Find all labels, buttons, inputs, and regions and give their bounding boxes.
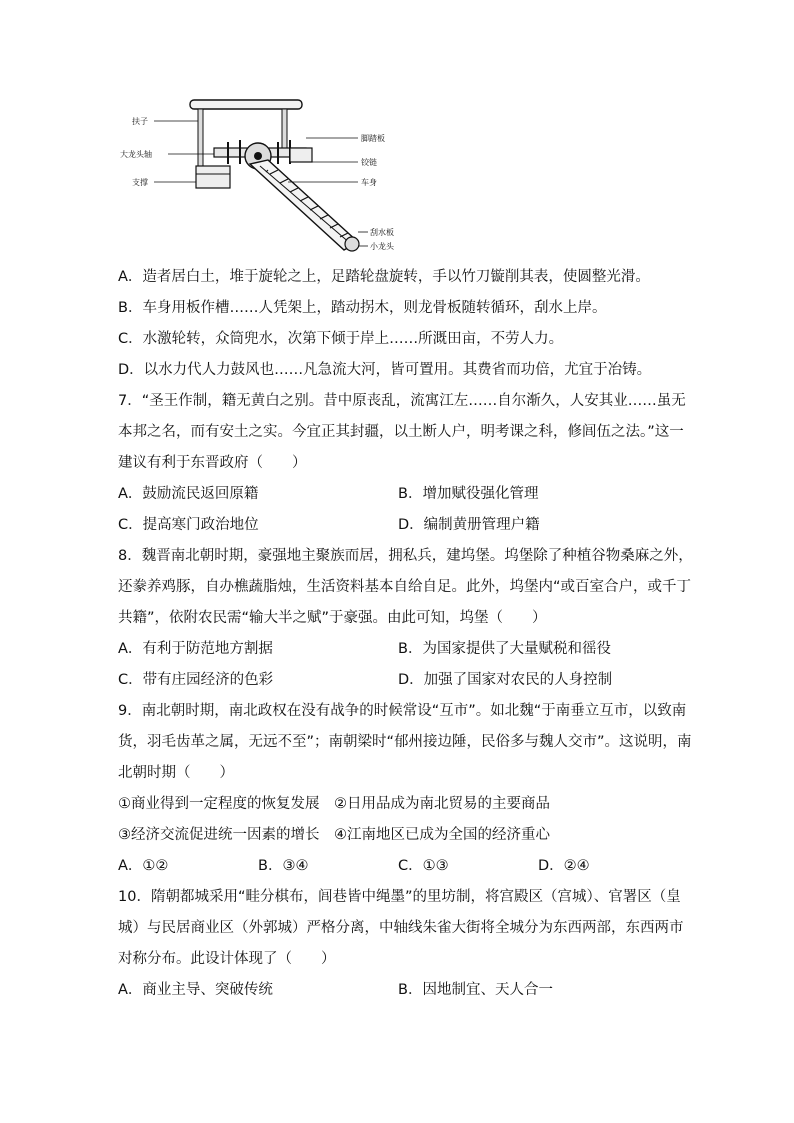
q6-option-a: A．造者居白土，堆于旋轮之上，足踏轮盘旋转，手以竹刀镟削其表，使圆整光滑。 <box>118 269 650 285</box>
q9-options-row <box>118 851 678 882</box>
question-content <box>118 262 693 1006</box>
q10-stem-line-2: 城）与民居商业区（外郭城）严格分离，中轴线朱雀大街将全城分为东西两部，东西两市 <box>118 920 684 936</box>
q6-option-d: D．以水力代人力鼓风也……凡急流大河，皆可置用。其费省而功倍，尤宜于冶铸。 <box>118 362 652 378</box>
label-zhicheng: 支撑 <box>132 178 148 187</box>
q8-stem-line-1: 8．魏晋南北朝时期，豪强地主聚族而居，拥私兵，建坞堡。坞堡除了种植谷物桑麻之外， <box>118 548 693 564</box>
q9-option-d: D．②④ <box>538 858 590 874</box>
q9-statements-1: ①商业得到一定程度的恢复发展 ②日用品成为南北贸易的主要商品 <box>118 796 550 812</box>
q7-options-row-1 <box>118 479 678 510</box>
q8-option-c: C．带有庄园经济的色彩 <box>118 672 274 688</box>
water-wheel-drawing <box>118 92 418 257</box>
q8-option-b: B．为国家提供了大量赋税和徭役 <box>398 641 611 657</box>
q8-options-row-2 <box>118 665 678 696</box>
q6-option-c: C．水激轮转，众筒兜水，次第下倾于岸上……所溉田亩，不劳人力。 <box>118 331 564 347</box>
q7-options-row-2 <box>118 510 678 541</box>
q9-option-b: B．③④ <box>258 858 309 874</box>
q8-options-row-1 <box>118 634 678 665</box>
water-wheel-figure <box>118 92 418 257</box>
q10-stem-line-3: 对称分布。此设计体现了（ ） <box>118 951 336 967</box>
label-jiaolian: 铰链 <box>361 158 377 167</box>
q7-stem-line-3: 建议有利于东晋政府（ ） <box>118 455 307 471</box>
q10-options-row-1 <box>118 975 678 1006</box>
label-dalongtouzhou: 大龙头轴 <box>120 150 152 159</box>
label-xiaolongtou: 小龙头 <box>370 242 394 251</box>
q7-option-c: C．提高寒门政治地位 <box>118 517 259 533</box>
q8-option-a: A．有利于防范地方割据 <box>118 641 273 657</box>
q7-option-a: A．鼓励流民返回原籍 <box>118 486 259 502</box>
q9-option-a: A．①② <box>118 858 169 874</box>
q9-stem-line-2: 货，羽毛齿革之属，无远不至”；南朝梁时“郁州接边陲，民俗多与魏人交市”。这说明，南 <box>118 734 692 750</box>
q10-option-b: B．因地制宜、天人合一 <box>398 982 553 998</box>
q10-stem-line-1: 10．隋朝都城采用“畦分棋布，闾巷皆中绳墨”的里坊制，将宫殿区（宫城）、官署区（皇 <box>118 889 681 905</box>
q9-option-c: C．①③ <box>398 858 449 874</box>
label-jiaotaban: 脚踏板 <box>361 134 385 143</box>
q8-stem-line-2: 还豢养鸡豚，自办樵蔬脂烛，生活资料基本自给自足。此外，坞堡内“或百室合户，或千丁 <box>118 579 692 595</box>
q7-stem-line-2: 本邦之名，而有安土之实。今宜正其封疆，以土断人户，明考课之科，修闾伍之法。”这一 <box>118 424 684 440</box>
q7-option-d: D．编制黄册管理户籍 <box>398 517 540 533</box>
q9-stem-line-1: 9．南北朝时期，南北政权在没有战争的时候常设“互市”。如北魏“于南垂立互市，以致南 <box>118 703 687 719</box>
q9-statements-2: ③经济交流促进统一因素的增长 ④江南地区已成为全国的经济重心 <box>118 827 550 843</box>
q8-stem-line-3: 共籍”，依附农民需“输大半之赋”于豪强。由此可知，坞堡（ ） <box>118 610 547 626</box>
q7-stem-line-1: 7．“圣王作制，籍无黄白之别。昔中原丧乱，流寓江左……自尔渐久，人安其业……虽无 <box>118 393 686 409</box>
label-cheshen: 车身 <box>361 178 377 187</box>
q7-option-b: B．增加赋役强化管理 <box>398 486 539 502</box>
q8-option-d: D．加强了国家对农民的人身控制 <box>398 672 613 688</box>
q6-option-b: B．车身用板作槽……人凭架上，踏动拐木，则龙骨板随转循环，刮水上岸。 <box>118 300 607 316</box>
label-fuzi: 扶子 <box>132 117 148 126</box>
q10-option-a: A．商业主导、突破传统 <box>118 982 273 998</box>
q9-stem-line-3: 北朝时期（ ） <box>118 765 234 781</box>
label-guashuiban: 刮水板 <box>370 228 394 237</box>
